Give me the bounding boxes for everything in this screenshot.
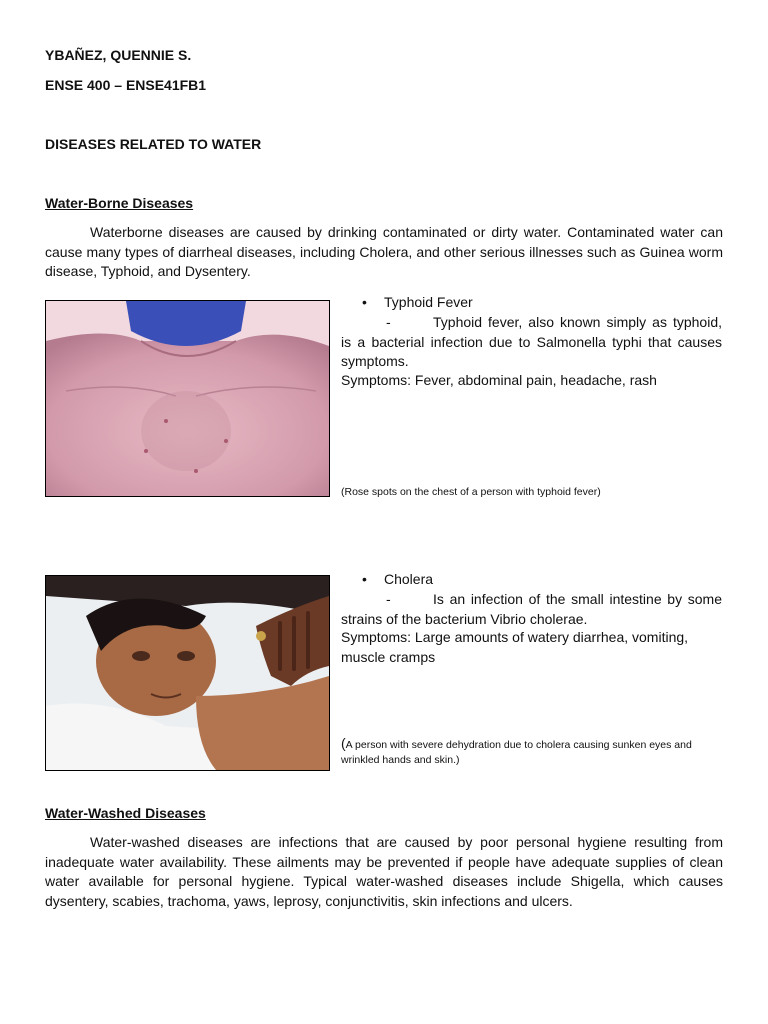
disease-typhoid-title [362,293,473,313]
document-title: DISEASES RELATED TO WATER [45,136,262,152]
course-code: ENSE 400 – ENSE41FB1 [45,77,207,93]
cholera-caption: A person with severe dehydration due to cholera causing sunken eyes and wrinkled hands and skin.) [341,739,692,766]
typhoid-dash: - [386,314,391,330]
typhoid-description: Typhoid fever, also known simply as typhoid, is a bacterial infection due to Salmonella typhi that causes symptoms. [341,314,722,369]
cholera-caption-block [341,736,726,768]
typhoid-symptoms: Symptoms: Fever, abdominal pain, headache, rash [341,372,657,388]
cholera-name: Cholera [384,571,434,587]
typhoid-caption: (Rose spots on the chest of a person with typhoid fever) [341,486,601,498]
cholera-symptoms: Symptoms: Large amounts of watery diarrhea, vomiting, muscle cramps [341,629,689,665]
water-borne-intro: Waterborne diseases are caused by drinking contaminated or dirty water. Contaminated water can cause many types of diarrheal diseases, including Cholera, and other serious illnesses such as Guinea worm disease, Typhoid, and Dysentery. [45,224,723,279]
bullet-icon: • [362,294,367,310]
typhoid-description-block [341,313,722,372]
disease-cholera-title [362,570,433,590]
cholera-description-block [341,590,722,629]
section-heading-water-washed: Water-Washed Diseases [45,805,206,821]
cholera-patient-image [46,576,329,770]
typhoid-name: Typhoid Fever [384,294,473,310]
typhoid-chest-image [46,301,329,496]
typhoid-photo [45,300,330,497]
author-name: YBAÑEZ, QUENNIE S. [45,47,192,63]
water-washed-intro: Water-washed diseases are infections that are caused by poor personal hygiene resulting from inadequate water availability. These ailments may be prevented if people have adequate supplies of clean water available for personal hygiene. Typical water-washed diseases include Shigella, which causes dysentery, scabies, trachoma, yaws, leprosy, conjunctivitis, skin infections and ulcers. [45,834,723,909]
section-heading-water-borne: Water-Borne Diseases [45,195,194,211]
cholera-caption-paren: ( [341,735,346,751]
cholera-dash: - [386,591,391,607]
bullet-icon: • [362,571,367,587]
cholera-description: Is an infection of the small intestine by some strains of the bacterium Vibrio cholerae. [341,591,722,627]
cholera-photo [45,575,330,771]
